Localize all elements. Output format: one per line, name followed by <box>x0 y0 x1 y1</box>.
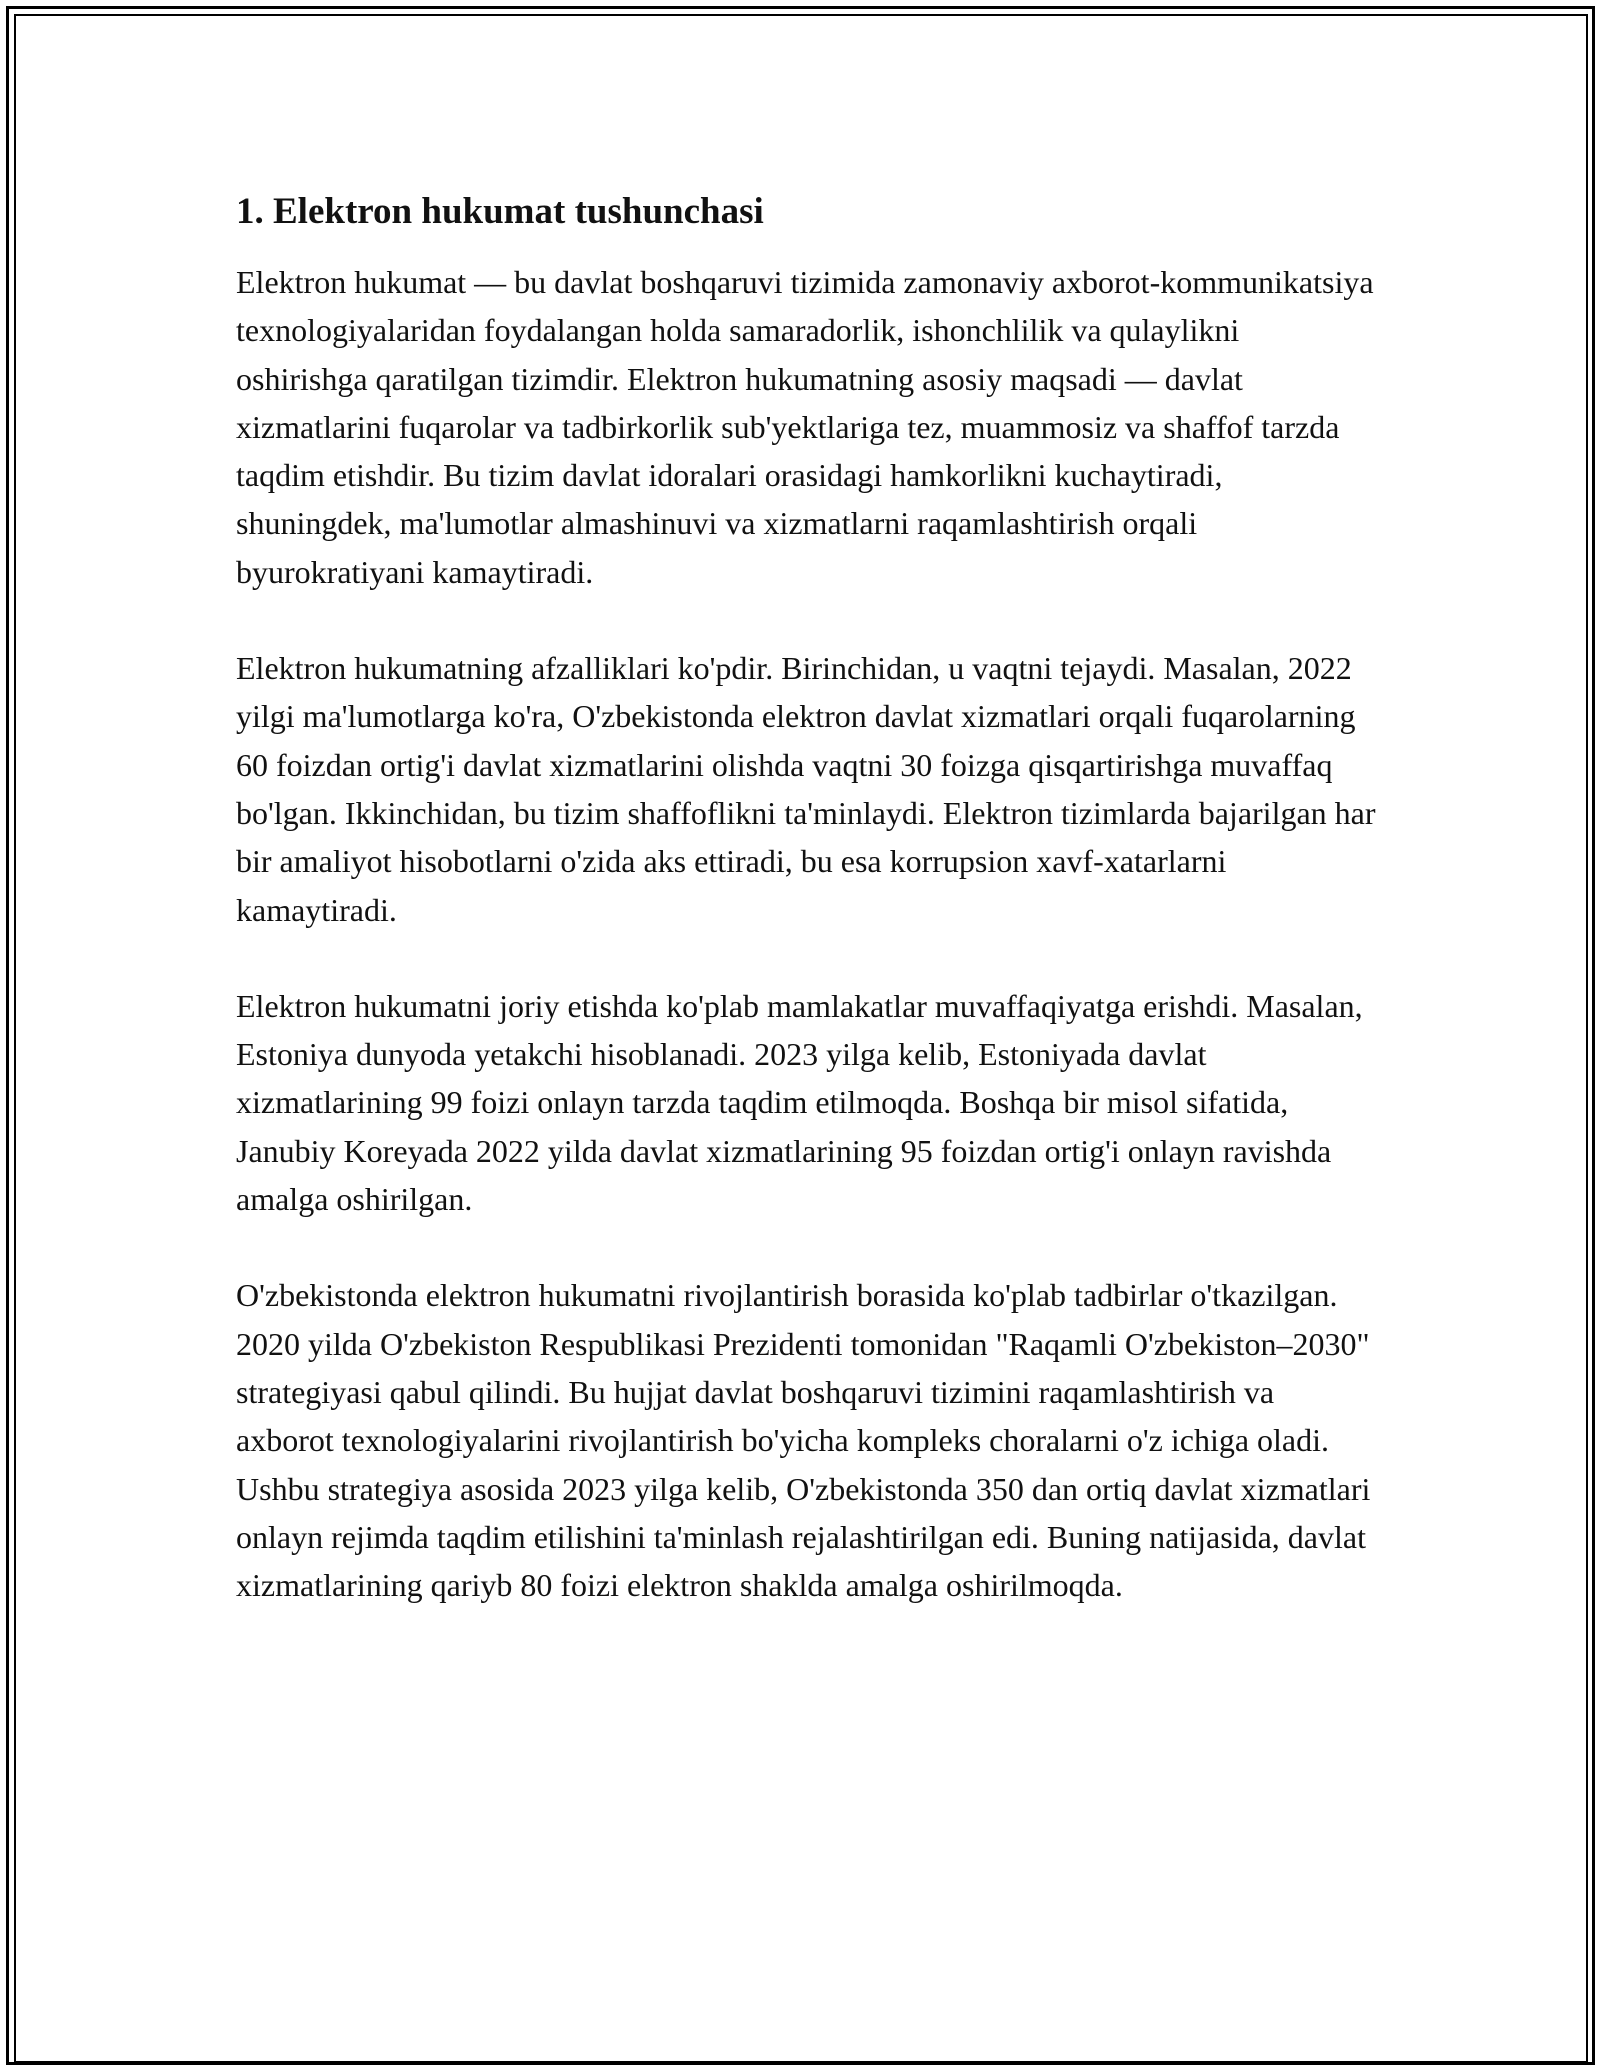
document-body <box>236 186 1376 1657</box>
section-title: 1. Elektron hukumat tushunchasi <box>236 191 764 232</box>
paragraph-definition: Elektron hukumat — bu davlat boshqaruvi tizimida zamonaviy axborot-kommunikatsiya texnologiyalaridan foydalangan holda samaradorlik, ishonchlilik va qulaylikni oshirishga qaratilgan tizimdir. Elektron hukumatning asosiy maqsadi — davlat xizmatlarini fuqarolar va tadbirkorlik sub'yektlariga tez, muammosiz va shaffof tarzda taqdim etishdir. Bu tizim davlat idoralari orasidagi hamkorlikni kuchaytiradi, shuningdek, ma'lumotlar almashinuvi va xizmatlarni raqamlashtirish orqali byurokratiyani kamaytiradi. <box>236 264 1374 590</box>
paragraph-uzbekistan: O'zbekistonda elektron hukumatni rivojlantirish borasida ko'plab tadbirlar o'tkazilgan. 2020 yilda O'zbekiston Respublikasi Prezidenti tomonidan "Raqamli O'zbekiston–2030" strategiyasi qabul qilindi. Bu hujjat davlat boshqaruvi tizimini raqamlashtirish va axborot texnologiyalarini rivojlantirish bo'yicha kompleks choralarni o'z ichiga oladi. Ushbu strategiya asosida 2023 yilga kelib, O'zbekistonda 350 dan ortiq davlat xizmatlari onlayn rejimda taqdim etilishini ta'minlash rejalashtirilgan edi. Buning natijasida, davlat xizmatlarining qariyb 80 foizi elektron shaklda amalga oshirilmoqda. <box>236 1277 1371 1604</box>
paragraph-advantages: Elektron hukumatning afzalliklari ko'pdir. Birinchidan, u vaqtni tejaydi. Masalan, 2022 yilgi ma'lumotlarga ko'ra, O'zbekistonda elektron davlat xizmatlari orqali fuqarolarning 60 foizdan ortig'i davlat xizmatlarini olishda vaqtni 30 foizga qisqartirishga muvaffaq bo'lgan. Ikkinchidan, bu tizim shaffoflikni ta'minlaydi. Elektron tizimlarda bajarilgan har bir amaliyot hisobotlarni o'zida aks ettiradi, bu esa korrupsion xavf-xatarlarni kamaytiradi. <box>236 650 1376 928</box>
paragraph-world-examples: Elektron hukumatni joriy etishda ko'plab mamlakatlar muvaffaqiyatga erishdi. Masalan, Estoniya dunyoda yetakchi hisoblanadi. 2023 yilga kelib, Estoniyada davlat xizmatlarining 99 foizi onlayn tarzda taqdim etilmoqda. Boshqa bir misol sifatida, Janubiy Koreyada 2022 yilda davlat xizmatlarining 95 foizdan ortig'i onlayn ravishda amalga oshirilgan. <box>236 987 1363 1218</box>
